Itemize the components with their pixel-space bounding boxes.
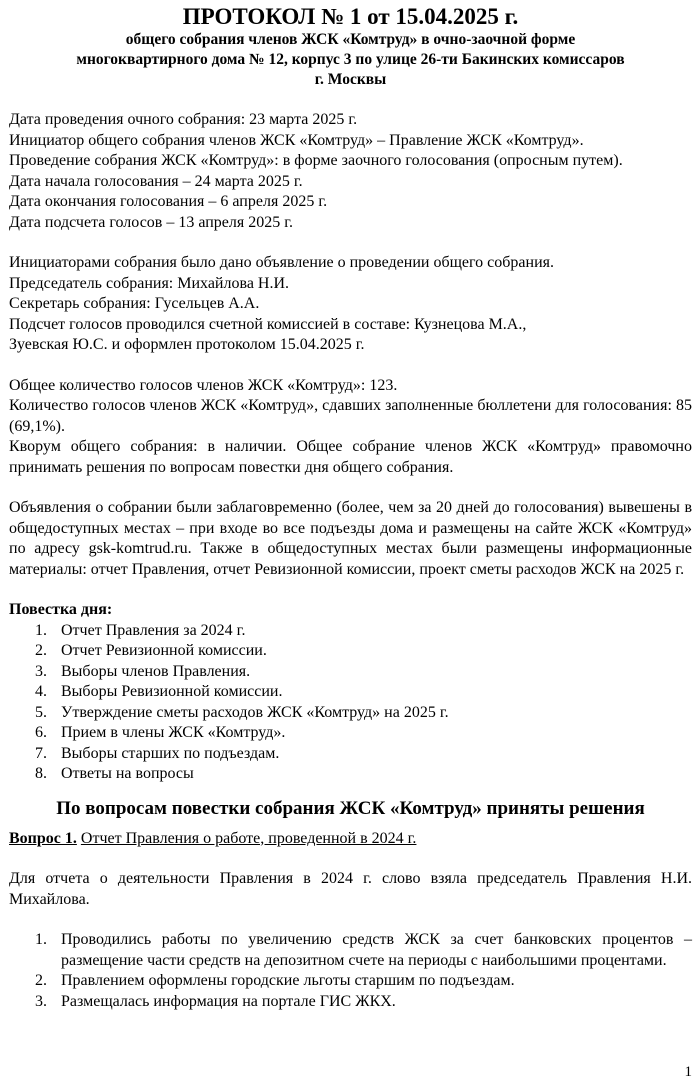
list-item: [9, 703, 692, 724]
counting-commission-line1: Подсчет голосов проводился счетной комиссией в составе: Кузнецова М.А.,: [9, 315, 527, 333]
list-item: [9, 682, 692, 703]
item-text: Правлением оформлены городские льготы старшим по подъездам.: [61, 972, 515, 989]
total-votes: Общее количество голосов членов ЖСК «Комтруд»: 123.: [9, 376, 398, 394]
item-text: Отчет Ревизионной комиссии.: [61, 642, 267, 659]
item-text: Отчет Правления за 2024 г.: [61, 621, 246, 639]
list-item: [9, 744, 692, 765]
item-number: 8.: [35, 765, 47, 782]
item-number: 3.: [35, 662, 47, 680]
question-intro: Для отчета о деятельности Правления в 2024 г. слово взяла председатель Правления Н.И. Михайлова.: [9, 870, 692, 908]
vote-results: [9, 376, 692, 479]
item-number: 1.: [35, 931, 47, 948]
item-text: Ответы на вопросы: [61, 765, 194, 782]
quorum: Кворум общего собрания: в наличии. Общее собрание членов ЖСК «Комтруд» правомочно принимать решения по вопросам повестки дня общего собрания.: [9, 438, 692, 476]
item-number: 7.: [35, 744, 47, 762]
list-item: [9, 764, 692, 785]
vote-count-date: Дата подсчета голосов – 13 апреля 2025 г.: [9, 213, 293, 231]
question-1: [9, 829, 692, 1013]
document-body: [9, 90, 692, 1012]
list-item: [9, 930, 692, 971]
meeting-info: [9, 110, 692, 233]
item-text: Выборы старших по подъездам.: [61, 744, 280, 762]
item-number: 6.: [35, 724, 47, 741]
list-item: [9, 621, 692, 642]
item-number: 3.: [35, 992, 47, 1010]
agenda-heading: Повестка дня:: [9, 601, 113, 618]
list-item: [9, 971, 692, 992]
item-number: 5.: [35, 703, 47, 721]
item-text: Проводились работы по увеличению средств ЖСК за счет банковских процентов – размещение части средств на депозитном счете на периоды с наибольшими процентами.: [61, 931, 692, 969]
announcement-note: Инициаторами собрания было дано объявление о проведении общего собрания.: [9, 254, 554, 271]
item-text: Размещалась информация на портале ГИС ЖКХ.: [61, 992, 396, 1010]
list-item: [9, 992, 692, 1013]
list-item: [9, 662, 692, 683]
subtitle-line: г. Москвы: [314, 71, 387, 88]
voting-start: Дата начала голосования – 24 марта 2025 г.: [9, 172, 303, 190]
item-number: 2.: [35, 642, 47, 659]
secretary: Секретарь собрания: Гусельцев А.А.: [9, 295, 260, 312]
document-subtitle: [9, 30, 692, 90]
announcement-paragraph: Объявления о собрании были заблаговременно (более, чем за 20 дней до голосования) вывешены в общедоступных местах – при входе во все подъезды дома и размещены на сайте ЖСК «Комтруд» по адресу gsk-komtrud.ru. Также в общедоступных местах были размещены информационные материалы: отчет Правления, отчет Ревизионной комиссии, проект сметы расходов ЖСК на 2025 г.: [9, 499, 692, 578]
item-text: Выборы членов Правления.: [61, 662, 251, 680]
agenda-list: [9, 621, 692, 785]
item-text: Утверждение сметы расходов ЖСК «Комтруд» на 2025 г.: [61, 703, 449, 721]
meeting-initiator: Инициатор общего собрания членов ЖСК «Комтруд» – Правление ЖСК «Комтруд».: [9, 131, 584, 149]
meeting-officials: [9, 253, 692, 356]
meeting-form: Проведение собрания ЖСК «Комтруд»: в форме заочного голосования (опросным путем).: [9, 152, 623, 169]
report-list: [9, 930, 692, 1012]
voting-end: Дата окончания голосования – 6 апреля 2025 г.: [9, 193, 328, 210]
list-item: [9, 641, 692, 662]
agenda: [9, 600, 692, 785]
decisions-heading: По вопросам повестки собрания ЖСК «Комтруд» приняты решения: [56, 797, 645, 819]
item-text: Выборы Ревизионной комиссии.: [61, 683, 283, 700]
meeting-date: Дата проведения очного собрания: 23 марта 2025 г.: [9, 111, 358, 128]
item-text: Прием в члены ЖСК «Комтруд».: [61, 724, 286, 741]
chairperson: Председатель собрания: Михайлова Н.И.: [9, 274, 290, 292]
document-title: ПРОТОКОЛ № 1 от 15.04.2025 г.: [182, 4, 519, 29]
list-item: [9, 723, 692, 744]
counting-commission-line2: Зуевская Ю.С. и оформлен протоколом 15.04.2025 г.: [9, 336, 365, 353]
submitted-votes: Количество голосов членов ЖСК «Комтруд», сдавших заполненные бюллетени для голосования: 85 (69,1%).: [9, 397, 692, 435]
subtitle-line: многоквартирного дома № 12, корпус 3 по улице 26-ти Бакинских комиссаров: [76, 51, 625, 68]
item-number: 2.: [35, 972, 47, 989]
page-number: 1: [684, 1064, 692, 1080]
item-number: 1.: [35, 621, 47, 639]
question-label: Вопрос 1.: [9, 829, 77, 847]
question-text: Отчет Правления о работе, проведенной в 2024 г.: [80, 829, 417, 847]
subtitle-line: общего собрания членов ЖСК «Комтруд» в очно-заочной форме: [125, 31, 576, 48]
item-number: 4.: [35, 683, 47, 700]
